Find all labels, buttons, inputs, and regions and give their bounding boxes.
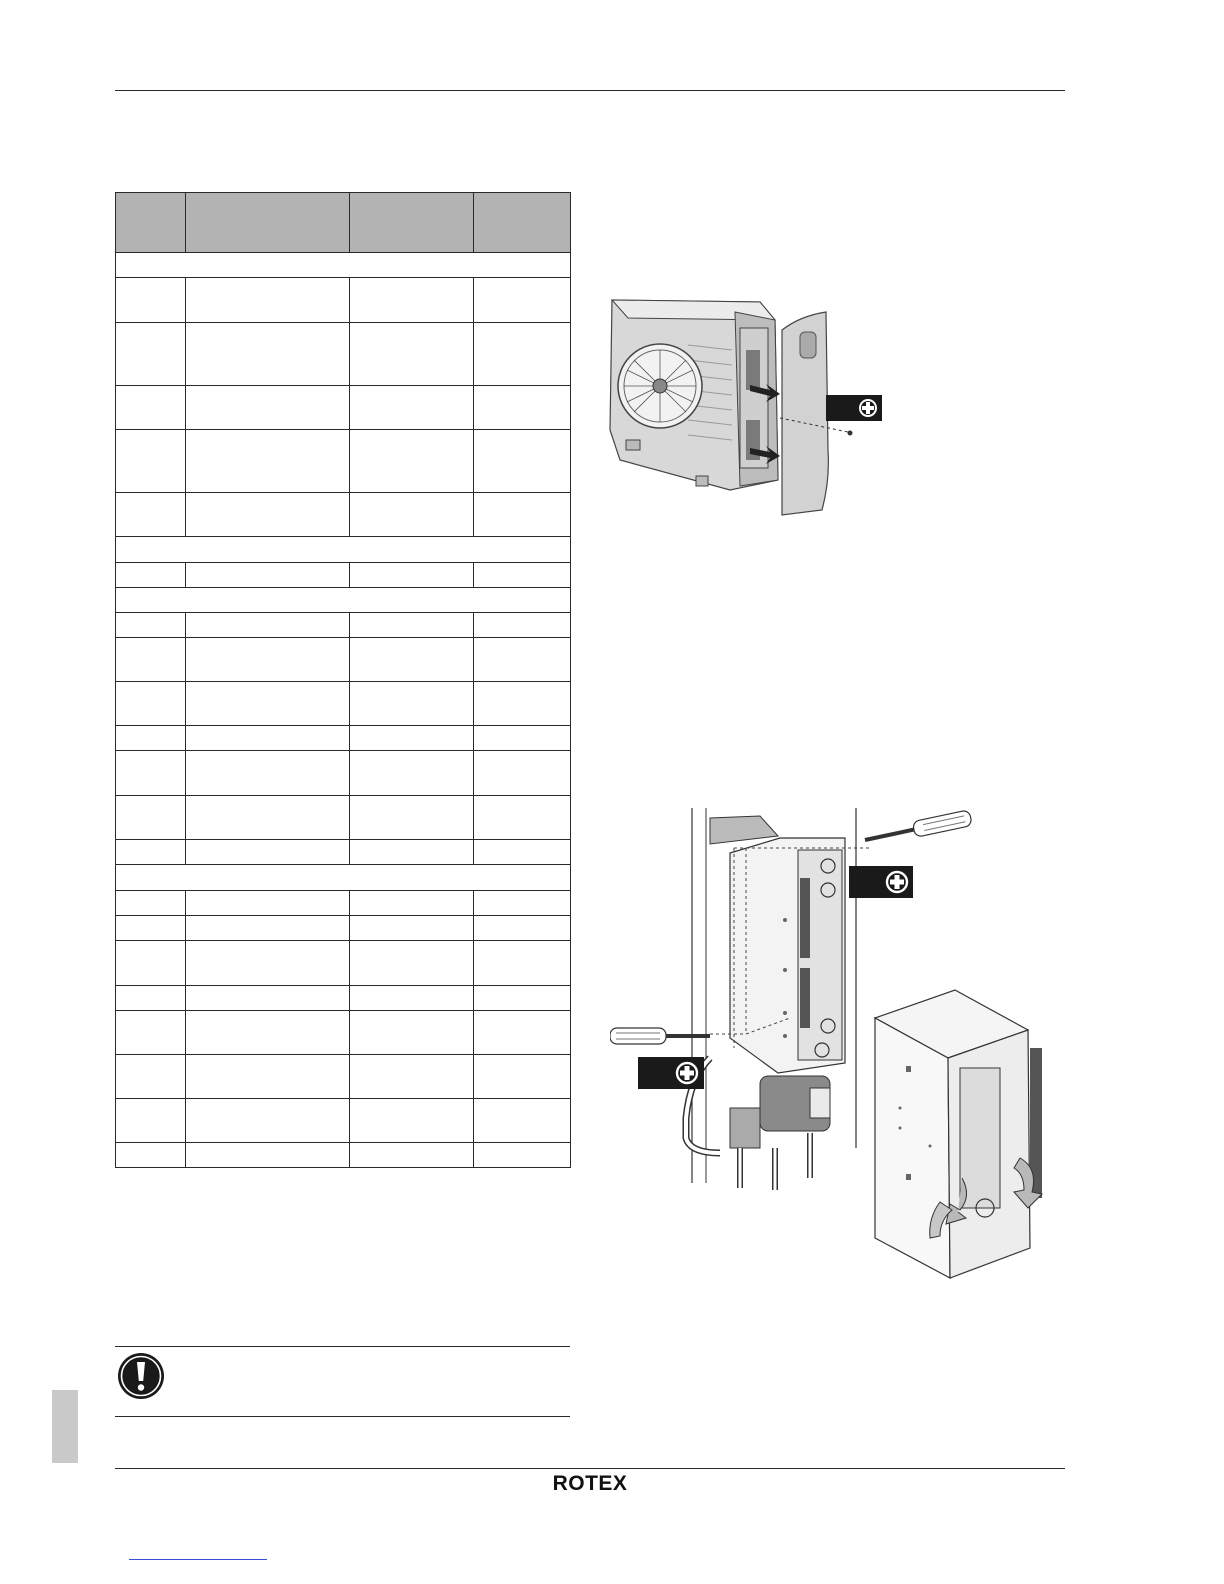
table-cell — [186, 986, 350, 1011]
table-cell — [350, 682, 474, 726]
table-cell — [474, 613, 571, 638]
table-cell — [474, 430, 571, 493]
table-row — [116, 1011, 571, 1055]
table-cell — [350, 563, 474, 588]
table-cell — [474, 986, 571, 1011]
exclamation-notice-icon — [117, 1352, 165, 1400]
table-cell — [350, 638, 474, 682]
table-cell — [116, 1055, 186, 1099]
specification-table — [115, 192, 571, 1168]
table-cell — [116, 1011, 186, 1055]
table-cell — [350, 986, 474, 1011]
table-cell — [116, 916, 186, 941]
header-cell — [350, 193, 474, 253]
table-cell — [474, 796, 571, 840]
table-cell — [474, 891, 571, 916]
table-cell — [474, 916, 571, 941]
table-cell — [186, 430, 350, 493]
table-section-cell — [116, 253, 571, 278]
table-cell — [474, 1011, 571, 1055]
table-cell — [186, 1011, 350, 1055]
table-cell — [474, 1055, 571, 1099]
table-row — [116, 751, 571, 796]
brand-logo — [550, 1468, 630, 1494]
table-cell — [186, 563, 350, 588]
table-cell — [350, 430, 474, 493]
table-cell — [186, 840, 350, 865]
notice-top-rule — [115, 1346, 570, 1347]
table-section-cell — [116, 865, 571, 891]
table-row — [116, 563, 571, 588]
table-cell — [350, 941, 474, 986]
table-cell — [186, 1143, 350, 1168]
table-cell — [350, 1055, 474, 1099]
table-row — [116, 1055, 571, 1099]
table-cell — [474, 941, 571, 986]
table-cell — [350, 751, 474, 796]
table-row — [116, 941, 571, 986]
header-cell — [186, 193, 350, 253]
table-section-cell — [116, 588, 571, 613]
table-cell — [116, 278, 186, 323]
table-cell — [350, 386, 474, 430]
table-cell — [186, 278, 350, 323]
table-cell — [116, 891, 186, 916]
table-cell — [116, 493, 186, 537]
table-cell — [350, 323, 474, 386]
notice-bottom-rule — [115, 1416, 570, 1417]
table-cell — [474, 751, 571, 796]
table-cell — [350, 493, 474, 537]
table-cell — [474, 682, 571, 726]
table-cell — [186, 751, 350, 796]
table-cell — [474, 323, 571, 386]
header-cell — [116, 193, 186, 253]
table-cell — [350, 613, 474, 638]
table-row — [116, 1099, 571, 1143]
table-cell — [186, 891, 350, 916]
table-cell — [186, 1055, 350, 1099]
table-cell — [474, 726, 571, 751]
table-row — [116, 726, 571, 751]
table-cell — [116, 430, 186, 493]
table-cell — [186, 916, 350, 941]
table-header-row — [116, 193, 571, 253]
table-cell — [474, 493, 571, 537]
table-cell — [116, 796, 186, 840]
table-cell — [474, 1143, 571, 1168]
table-row — [116, 430, 571, 493]
table-cell — [116, 986, 186, 1011]
table-cell — [186, 941, 350, 986]
table-section-row — [116, 588, 571, 613]
table-cell — [186, 613, 350, 638]
table-row — [116, 638, 571, 682]
table-cell — [116, 1143, 186, 1168]
header-cell — [474, 193, 571, 253]
table-cell — [350, 796, 474, 840]
table-cell — [474, 386, 571, 430]
table-cell — [116, 638, 186, 682]
table-row — [116, 386, 571, 430]
table-cell — [186, 386, 350, 430]
table-row — [116, 682, 571, 726]
table-cell — [116, 1099, 186, 1143]
table-cell — [350, 278, 474, 323]
phillips-screw-icon — [638, 1057, 704, 1089]
phillips-screw-icon — [826, 395, 882, 421]
header-rule — [115, 90, 1065, 91]
table-section-row — [116, 537, 571, 563]
table-cell — [474, 638, 571, 682]
table-cell — [186, 796, 350, 840]
table-row — [116, 986, 571, 1011]
table-cell — [186, 682, 350, 726]
phillips-screw-icon — [849, 866, 913, 898]
table-cell — [116, 386, 186, 430]
table-cell — [116, 682, 186, 726]
table-row — [116, 323, 571, 386]
table-row — [116, 278, 571, 323]
table-row — [116, 1143, 571, 1168]
table-cell — [186, 1099, 350, 1143]
table-cell — [474, 840, 571, 865]
table-cell — [350, 1011, 474, 1055]
table-cell — [186, 726, 350, 751]
table-cell — [474, 563, 571, 588]
switch-box-illustration — [610, 808, 1070, 1288]
table-cell — [116, 751, 186, 796]
table-cell — [350, 916, 474, 941]
table-cell — [116, 726, 186, 751]
table-cell — [116, 941, 186, 986]
table-row — [116, 613, 571, 638]
table-section-row — [116, 865, 571, 891]
table-cell — [116, 613, 186, 638]
table-cell — [350, 891, 474, 916]
table-cell — [186, 323, 350, 386]
table-cell — [186, 493, 350, 537]
table-cell — [350, 1143, 474, 1168]
table-cell — [350, 726, 474, 751]
table-cell — [474, 278, 571, 323]
table-cell — [116, 323, 186, 386]
table-row — [116, 891, 571, 916]
table-cell — [186, 638, 350, 682]
table-row — [116, 796, 571, 840]
table-cell — [474, 1099, 571, 1143]
brand-logo-text: ROTEX — [552, 1472, 628, 1494]
table-section-row — [116, 253, 571, 278]
table-row — [116, 916, 571, 941]
table-section-cell — [116, 537, 571, 563]
table-cell — [116, 563, 186, 588]
link-underline — [129, 1559, 267, 1560]
table-cell — [350, 840, 474, 865]
table-row — [116, 840, 571, 865]
table-row — [116, 493, 571, 537]
table-cell — [350, 1099, 474, 1143]
table-cell — [116, 840, 186, 865]
side-tab-marker — [52, 1390, 78, 1463]
